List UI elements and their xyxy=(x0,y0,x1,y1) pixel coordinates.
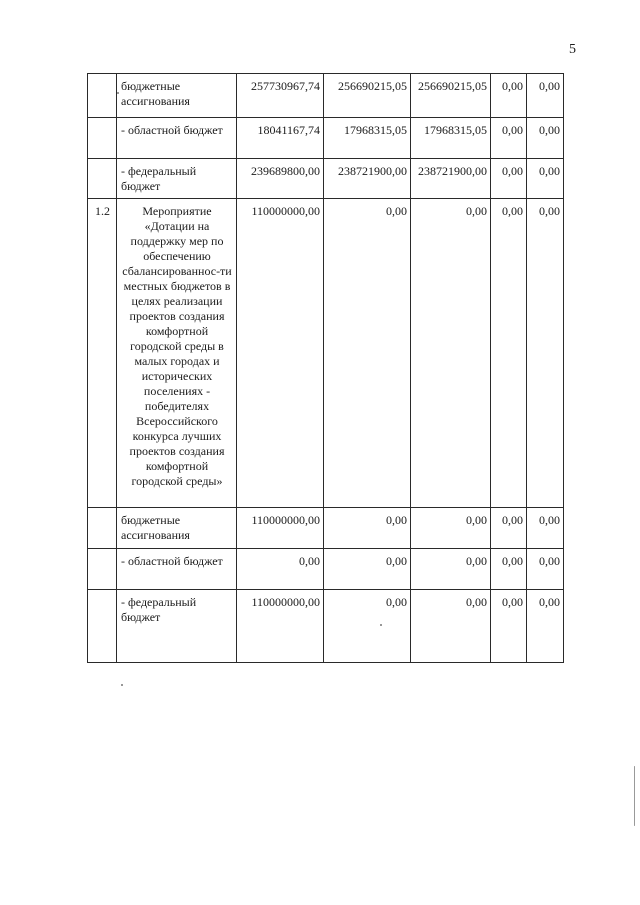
value-cell: 0,00 xyxy=(324,549,411,590)
row-code xyxy=(88,74,117,118)
table-row xyxy=(88,508,564,549)
value-cell: 0,00 xyxy=(491,508,527,549)
row-code xyxy=(88,590,117,663)
value-cell: 0,00 xyxy=(527,199,564,508)
value-cell: 0,00 xyxy=(237,549,324,590)
value-cell: 0,00 xyxy=(411,590,491,663)
row-code: 1.2 xyxy=(88,199,117,508)
value-cell: 18041167,74 xyxy=(237,118,324,159)
value-cell: 239689800,00 xyxy=(237,159,324,199)
scan-speck xyxy=(121,684,123,686)
value-cell: 0,00 xyxy=(491,590,527,663)
value-cell: 0,00 xyxy=(411,549,491,590)
row-name: бюджетные ассигнования xyxy=(117,74,237,118)
value-cell: 110000000,00 xyxy=(237,199,324,508)
value-cell: 110000000,00 xyxy=(237,508,324,549)
value-cell: 0,00 xyxy=(527,590,564,663)
row-name: - областной бюджет xyxy=(117,118,237,159)
value-cell: 0,00 xyxy=(491,199,527,508)
value-cell: 0,00 xyxy=(527,508,564,549)
value-cell: 17968315,05 xyxy=(324,118,411,159)
table-row xyxy=(88,199,564,508)
value-cell: 238721900,00 xyxy=(411,159,491,199)
value-cell: 0,00 xyxy=(491,74,527,118)
value-cell: 0,00 xyxy=(411,199,491,508)
value-cell: 0,00 xyxy=(324,590,411,663)
value-cell: 257730967,74 xyxy=(237,74,324,118)
value-cell: 0,00 xyxy=(491,549,527,590)
table-row xyxy=(88,118,564,159)
value-cell: 0,00 xyxy=(411,508,491,549)
scan-speck xyxy=(634,766,635,826)
scan-speck xyxy=(380,624,382,626)
value-cell: 110000000,00 xyxy=(237,590,324,663)
value-cell: 256690215,05 xyxy=(411,74,491,118)
row-code xyxy=(88,118,117,159)
table-row xyxy=(88,159,564,199)
table-row xyxy=(88,590,564,663)
value-cell: 0,00 xyxy=(527,549,564,590)
value-cell: 0,00 xyxy=(527,118,564,159)
row-name: - федеральный бюджет xyxy=(117,590,237,663)
value-cell: 0,00 xyxy=(324,508,411,549)
row-name: - областной бюджет xyxy=(117,549,237,590)
scan-speck xyxy=(117,92,119,94)
row-name: - федеральный бюджет xyxy=(117,159,237,199)
value-cell: 238721900,00 xyxy=(324,159,411,199)
table-row xyxy=(88,549,564,590)
table-row xyxy=(88,74,564,118)
value-cell: 0,00 xyxy=(324,199,411,508)
value-cell: 0,00 xyxy=(491,118,527,159)
row-code xyxy=(88,549,117,590)
row-name: Мероприятие «Дотации на поддержку мер по обеспечению сбалансированнос-ти местных бюджетов в целях реализации проектов создания комфортной городской среды в малых городах и исторических поселениях - победителях Всероссийского конкурса лучших проектов создания комфортной городской среды» xyxy=(117,199,237,508)
value-cell: 0,00 xyxy=(527,159,564,199)
value-cell: 17968315,05 xyxy=(411,118,491,159)
page-number: 5 xyxy=(569,42,576,57)
value-cell: 0,00 xyxy=(527,74,564,118)
row-code xyxy=(88,508,117,549)
value-cell: 0,00 xyxy=(491,159,527,199)
row-code xyxy=(88,159,117,199)
value-cell: 256690215,05 xyxy=(324,74,411,118)
budget-table xyxy=(87,73,564,663)
row-name: бюджетные ассигнования xyxy=(117,508,237,549)
